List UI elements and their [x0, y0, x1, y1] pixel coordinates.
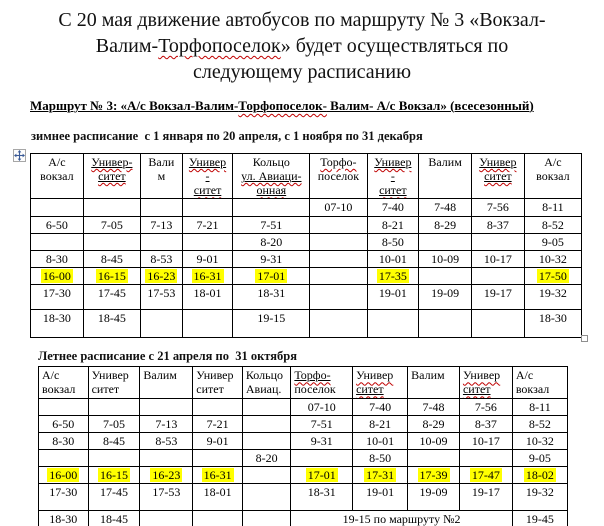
schedule-cell[interactable]	[31, 233, 84, 250]
schedule-cell[interactable]: 6-50	[31, 216, 84, 233]
stop-column-header[interactable]	[88, 367, 140, 398]
schedule-cell[interactable]: 9-01	[193, 432, 243, 449]
underlined-text	[484, 169, 512, 183]
text-segment: Валим- А/с Вокзал» (всесезонный)	[326, 98, 534, 113]
header-line: поселок	[294, 382, 336, 397]
route-heading-text	[30, 98, 534, 113]
schedule-cell[interactable]: 10-01	[353, 432, 408, 449]
underlined-text	[91, 155, 132, 169]
header-line: Вали	[148, 155, 175, 169]
schedule-cell[interactable]	[140, 268, 182, 285]
stop-column-header[interactable]	[419, 154, 472, 199]
schedule-cell[interactable]: 7-05	[83, 216, 140, 233]
schedule-cell[interactable]	[291, 450, 353, 467]
schedule-cell[interactable]: 9-31	[291, 432, 353, 449]
stop-column-header[interactable]	[459, 367, 512, 398]
header-line	[311, 155, 365, 169]
schedule-cell[interactable]	[353, 467, 408, 484]
schedule-cell[interactable]: 7-13	[140, 216, 182, 233]
underlined-text	[256, 183, 286, 197]
schedule-cell[interactable]: 8-45	[88, 432, 140, 449]
schedule-cell[interactable]: 8-29	[408, 415, 460, 432]
title-line	[0, 33, 604, 59]
schedule-cell[interactable]	[471, 233, 524, 250]
underlined-text	[479, 155, 516, 169]
highlighted-time: 16-31	[203, 468, 232, 483]
spellcheck-flagged-text: Универ	[462, 368, 501, 383]
schedule-cell[interactable]: 19-09	[408, 484, 460, 511]
underlined-text	[379, 183, 407, 197]
spellcheck-flagged-text: ситет	[193, 183, 222, 198]
winter-schedule-label[interactable]: зимнее расписание с 1 января по 20 апреля, с 1 ноября по 31 декабря	[31, 129, 423, 143]
schedule-cell[interactable]	[512, 467, 567, 484]
header-line: вокзал	[515, 382, 550, 397]
highlighted-time: 17-39	[419, 468, 448, 483]
schedule-row	[31, 268, 582, 285]
header-line: А/с	[48, 155, 66, 169]
schedule-cell[interactable]: 19-01	[353, 484, 408, 511]
schedule-cell[interactable]: 8-30	[31, 250, 84, 267]
header-line: вокзал	[536, 169, 570, 184]
schedule-cell[interactable]: 17-45	[88, 484, 140, 511]
highlighted-time: 18-02	[525, 468, 554, 483]
schedule-cell[interactable]	[140, 199, 182, 216]
header-line	[85, 155, 139, 169]
summer-schedule-label[interactable]: Летнее расписание с 21 апреля по 31 октября	[38, 349, 297, 364]
header-line	[356, 382, 406, 396]
spellcheck-flagged-text: Торфопоселок	[158, 35, 281, 57]
summer-table-container	[38, 366, 568, 526]
schedule-cell[interactable]: 19-32	[524, 285, 581, 310]
schedule-cell[interactable]: 9-31	[233, 250, 310, 267]
header-line: Валим	[428, 155, 462, 169]
schedule-cell[interactable]: 9-05	[512, 450, 567, 467]
schedule-cell[interactable]: 8-11	[512, 398, 567, 415]
header-line: вокзал	[40, 169, 74, 184]
schedule-cell[interactable]: 8-53	[140, 432, 193, 449]
summer-schedule-table	[38, 366, 568, 526]
schedule-cell[interactable]	[140, 511, 193, 526]
schedule-cell[interactable]	[408, 467, 460, 484]
schedule-cell[interactable]	[310, 233, 367, 250]
schedule-cell[interactable]	[83, 233, 140, 250]
header-row	[31, 154, 582, 199]
header-line: А/с	[42, 368, 60, 383]
schedule-cell[interactable]: 07-10	[310, 199, 367, 216]
schedule-cell[interactable]	[39, 450, 89, 467]
schedule-cell[interactable]: 19-09	[419, 285, 472, 310]
header-line	[473, 155, 523, 169]
underlined-text	[356, 382, 384, 396]
schedule-row	[39, 432, 568, 449]
stop-column-header[interactable]	[140, 367, 193, 398]
schedule-cell[interactable]: 18-30	[524, 310, 581, 338]
text-segment: Валим-	[95, 35, 159, 57]
stop-column-header[interactable]	[242, 367, 290, 398]
spellcheck-flagged-text: Универ	[374, 155, 412, 169]
text-segment: С 20 мая движение автобусов по маршруту № 3 «Вокзал-	[58, 9, 546, 31]
schedule-cell[interactable]	[471, 268, 524, 285]
spellcheck-flagged-text: Торфо-	[320, 155, 357, 169]
schedule-cell[interactable]: 18-30	[39, 511, 89, 526]
schedule-cell[interactable]: 18-45	[83, 310, 140, 338]
underlined-text	[194, 183, 222, 197]
schedule-cell[interactable]: 17-30	[39, 484, 89, 511]
header-line: ситет	[91, 382, 120, 397]
header-line: Авиац.	[245, 382, 282, 397]
highlighted-time: 17-47	[471, 468, 500, 483]
schedule-row	[39, 511, 568, 526]
schedule-cell[interactable]	[83, 199, 140, 216]
schedule-cell[interactable]: 8-45	[83, 250, 140, 267]
schedule-cell[interactable]: 7-51	[233, 216, 310, 233]
header-line: Кольцо	[252, 155, 290, 169]
underlined-text	[374, 155, 411, 169]
header-line	[369, 183, 418, 197]
schedule-cell[interactable]: 7-21	[193, 415, 243, 432]
schedule-cell[interactable]: 19-32	[512, 484, 567, 511]
schedule-cell[interactable]	[419, 310, 472, 338]
underlined-text	[241, 169, 301, 183]
stop-column-header[interactable]	[408, 367, 460, 398]
schedule-cell[interactable]: 8-52	[512, 415, 567, 432]
schedule-cell[interactable]: 17-53	[140, 484, 193, 511]
header-line: А/с	[515, 368, 534, 383]
schedule-cell[interactable]	[233, 268, 310, 285]
schedule-cell[interactable]: 18-30	[31, 310, 84, 338]
spellcheck-flagged-text: ситет	[484, 169, 512, 184]
stop-column-header[interactable]	[367, 154, 419, 199]
schedule-cell[interactable]: 8-37	[471, 216, 524, 233]
title-line	[0, 7, 604, 33]
schedule-cell[interactable]: 10-09	[408, 432, 460, 449]
schedule-cell[interactable]	[83, 268, 140, 285]
schedule-cell[interactable]	[182, 199, 233, 216]
schedule-cell[interactable]: 10-32	[524, 250, 581, 267]
schedule-cell[interactable]: 8-20	[233, 233, 310, 250]
spellcheck-flagged-text: Универ-	[91, 155, 133, 169]
schedule-cell[interactable]: 8-53	[140, 250, 182, 267]
schedule-row	[39, 450, 568, 467]
schedule-cell[interactable]: 9-01	[182, 250, 233, 267]
schedule-cell[interactable]: 8-21	[353, 415, 408, 432]
header-line: вокзал	[42, 382, 76, 397]
highlighted-time: 16-23	[152, 468, 181, 483]
winter-schedule-table	[30, 153, 582, 338]
spellcheck-flagged-text: Торфо-	[294, 368, 331, 383]
winter-schedule-table	[30, 153, 582, 338]
schedule-cell[interactable]	[88, 450, 140, 467]
schedule-cell[interactable]: 8-50	[367, 233, 419, 250]
stop-column-header[interactable]	[524, 154, 581, 199]
schedule-cell[interactable]	[242, 484, 290, 511]
header-line: Валим	[143, 368, 177, 383]
schedule-row	[39, 467, 568, 484]
schedule-cell[interactable]: 7-05	[88, 415, 140, 432]
schedule-row	[31, 216, 582, 233]
schedule-cell[interactable]	[291, 467, 353, 484]
schedule-cell[interactable]	[471, 310, 524, 338]
schedule-cell[interactable]	[419, 268, 472, 285]
header-line	[234, 183, 308, 197]
schedule-row	[31, 285, 582, 310]
underlined-text: -	[205, 169, 210, 184]
underlined-text	[294, 368, 330, 382]
schedule-cell[interactable]: 19-45	[512, 511, 567, 526]
schedule-cell[interactable]	[242, 415, 290, 432]
schedule-cell[interactable]	[242, 398, 290, 415]
schedule-cell[interactable]: 19-15	[233, 310, 310, 338]
highlighted-time: 16-15	[97, 269, 126, 284]
schedule-cell[interactable]: 07-10	[291, 398, 353, 415]
header-line: А/с	[544, 155, 562, 169]
table-move-handle-icon[interactable]	[13, 149, 26, 162]
schedule-cell[interactable]: 18-31	[291, 484, 353, 511]
schedule-cell[interactable]	[310, 310, 367, 338]
highlighted-time: 17-01	[257, 269, 286, 284]
table-resize-handle-icon[interactable]	[581, 335, 588, 342]
highlighted-time: 16-00	[49, 468, 78, 483]
schedule-cell[interactable]: 18-01	[193, 484, 243, 511]
header-line	[356, 368, 406, 382]
schedule-row	[39, 415, 568, 432]
schedule-cell[interactable]: 10-17	[459, 432, 512, 449]
header-line	[369, 169, 418, 183]
schedule-cell[interactable]: 18-45	[88, 511, 140, 526]
spellcheck-flagged-text: Универ	[479, 155, 517, 169]
schedule-cell[interactable]	[140, 467, 193, 484]
schedule-cell[interactable]: 10-32	[512, 432, 567, 449]
schedule-cell[interactable]: 8-11	[524, 199, 581, 216]
highlighted-time: 16-23	[147, 269, 176, 284]
four-way-arrow-icon	[14, 150, 25, 161]
schedule-cell[interactable]: 9-05	[524, 233, 581, 250]
schedule-cell[interactable]: 19-15 по маршруту №2	[291, 511, 512, 526]
schedule-row	[39, 484, 568, 511]
highlighted-time: 16-31	[193, 269, 222, 284]
stop-column-header[interactable]	[353, 367, 408, 398]
stop-column-header[interactable]	[182, 154, 233, 199]
underlined-text	[98, 169, 126, 183]
schedule-cell[interactable]: 8-37	[459, 415, 512, 432]
schedule-cell[interactable]: 19-17	[471, 285, 524, 310]
schedule-cell[interactable]	[524, 268, 581, 285]
schedule-cell[interactable]: 7-21	[182, 216, 233, 233]
header-line	[473, 169, 523, 183]
schedule-cell[interactable]	[310, 285, 367, 310]
header-line	[184, 155, 232, 169]
document-title[interactable]	[0, 7, 604, 85]
header-line	[184, 169, 232, 183]
schedule-cell[interactable]: 8-21	[367, 216, 419, 233]
schedule-cell[interactable]	[140, 233, 182, 250]
schedule-cell[interactable]: 6-50	[39, 415, 89, 432]
schedule-cell[interactable]: 17-30	[31, 285, 84, 310]
highlighted-time: 16-00	[42, 269, 71, 284]
header-line: ситет	[196, 382, 224, 397]
header-line	[184, 183, 232, 197]
schedule-cell[interactable]: 7-40	[353, 398, 408, 415]
schedule-cell[interactable]	[140, 398, 193, 415]
schedule-row	[31, 310, 582, 338]
schedule-cell[interactable]: 8-29	[419, 216, 472, 233]
schedule-cell[interactable]	[182, 310, 233, 338]
schedule-cell[interactable]	[459, 450, 512, 467]
schedule-cell[interactable]	[193, 398, 243, 415]
schedule-cell[interactable]	[39, 398, 89, 415]
schedule-cell[interactable]: 10-01	[367, 250, 419, 267]
header-line: Кольцо	[245, 368, 284, 383]
schedule-cell[interactable]	[310, 268, 367, 285]
schedule-cell[interactable]: 19-01	[367, 285, 419, 310]
schedule-cell[interactable]	[367, 268, 419, 285]
schedule-cell[interactable]	[140, 450, 193, 467]
schedule-cell[interactable]	[233, 199, 310, 216]
stop-column-header[interactable]	[471, 154, 524, 199]
schedule-cell[interactable]: 8-30	[39, 432, 89, 449]
stop-column-header[interactable]	[31, 154, 84, 199]
stop-column-header[interactable]	[83, 154, 140, 199]
header-line	[234, 169, 308, 183]
schedule-row	[31, 233, 582, 250]
schedule-cell[interactable]: 7-40	[367, 199, 419, 216]
header-line: Универ	[196, 368, 234, 383]
schedule-cell[interactable]: 7-48	[419, 199, 472, 216]
schedule-cell[interactable]	[367, 310, 419, 338]
spellcheck-flagged-text: ситет	[379, 183, 407, 198]
stop-column-header[interactable]	[140, 154, 182, 199]
stop-column-header[interactable]	[193, 367, 243, 398]
schedule-cell[interactable]	[408, 450, 460, 467]
schedule-cell[interactable]: 17-53	[140, 285, 182, 310]
schedule-cell[interactable]	[182, 268, 233, 285]
header-line	[294, 368, 351, 382]
schedule-cell[interactable]: 7-13	[140, 415, 193, 432]
schedule-cell[interactable]	[242, 511, 290, 526]
schedule-cell[interactable]: 10-17	[471, 250, 524, 267]
schedule-cell[interactable]: 7-56	[471, 199, 524, 216]
spellcheck-flagged-text: ситет	[462, 382, 491, 397]
underlined-text	[189, 155, 226, 169]
stop-column-header[interactable]	[39, 367, 89, 398]
schedule-cell[interactable]	[459, 467, 512, 484]
header-line: поселок	[317, 169, 360, 184]
schedule-cell[interactable]	[193, 511, 243, 526]
underlined-text: -	[390, 169, 395, 184]
schedule-cell[interactable]	[310, 216, 367, 233]
text-segment: » будет осуществляться по	[280, 35, 509, 57]
highlighted-time: 17-35	[378, 269, 407, 284]
spellcheck-flagged-text: онная	[256, 183, 287, 198]
stop-column-header[interactable]	[233, 154, 310, 199]
schedule-cell[interactable]	[31, 268, 84, 285]
schedule-cell[interactable]: 8-52	[524, 216, 581, 233]
header-line: Валим	[411, 368, 445, 383]
spellcheck-flagged-text: ситет	[98, 169, 126, 184]
highlighted-time: 17-01	[307, 468, 336, 483]
spellcheck-flagged-text: Универ	[356, 368, 394, 383]
highlighted-time: 17-31	[366, 468, 395, 483]
spellcheck-flagged-text: Торфопоселок-	[238, 98, 327, 113]
schedule-row	[31, 199, 582, 216]
route-heading[interactable]	[30, 98, 604, 114]
schedule-cell[interactable]: 8-20	[242, 450, 290, 467]
schedule-cell[interactable]: 7-51	[291, 415, 353, 432]
header-line: м	[157, 169, 166, 184]
schedule-cell[interactable]	[88, 467, 140, 484]
schedule-cell[interactable]: 7-56	[459, 398, 512, 415]
stop-column-header[interactable]	[512, 367, 567, 398]
underlined-text	[463, 382, 491, 396]
highlighted-time: 17-50	[538, 269, 567, 284]
text-segment: Маршрут № 3: «А/с Вокзал-Валим-	[30, 98, 239, 113]
header-row	[39, 367, 568, 398]
schedule-cell[interactable]	[88, 398, 140, 415]
stop-column-header[interactable]	[310, 154, 367, 199]
schedule-cell[interactable]	[140, 310, 182, 338]
schedule-cell[interactable]	[182, 233, 233, 250]
schedule-cell[interactable]: 19-17	[459, 484, 512, 511]
spellcheck-flagged-text: ситет	[356, 382, 384, 397]
header-line: Универ	[91, 368, 129, 383]
highlighted-time: 16-15	[99, 468, 128, 483]
title-line	[0, 59, 604, 85]
schedule-cell[interactable]	[242, 467, 290, 484]
schedule-cell[interactable]	[193, 450, 243, 467]
schedule-cell[interactable]	[310, 250, 367, 267]
header-line	[369, 155, 418, 169]
schedule-cell[interactable]: 17-45	[83, 285, 140, 310]
text-segment: следующему расписанию	[192, 61, 412, 83]
spellcheck-flagged-text: ул. Авиаци-	[241, 169, 302, 184]
spellcheck-flagged-text: Универ	[188, 155, 227, 169]
schedule-cell[interactable]: 8-50	[353, 450, 408, 467]
schedule-cell[interactable]: 18-31	[233, 285, 310, 310]
header-line	[85, 169, 139, 183]
summer-schedule-table	[38, 366, 568, 526]
schedule-cell[interactable]	[31, 199, 84, 216]
schedule-row	[39, 398, 568, 415]
schedule-row	[31, 250, 582, 267]
schedule-cell[interactable]: 7-48	[408, 398, 460, 415]
schedule-cell[interactable]	[242, 432, 290, 449]
schedule-cell[interactable]	[419, 233, 472, 250]
schedule-cell[interactable]: 18-01	[182, 285, 233, 310]
header-line	[463, 368, 511, 382]
winter-table-container	[30, 153, 582, 338]
schedule-cell[interactable]	[193, 467, 243, 484]
header-line	[463, 382, 511, 396]
stop-column-header[interactable]	[291, 367, 353, 398]
schedule-cell[interactable]	[39, 467, 89, 484]
schedule-cell[interactable]: 10-09	[419, 250, 472, 267]
